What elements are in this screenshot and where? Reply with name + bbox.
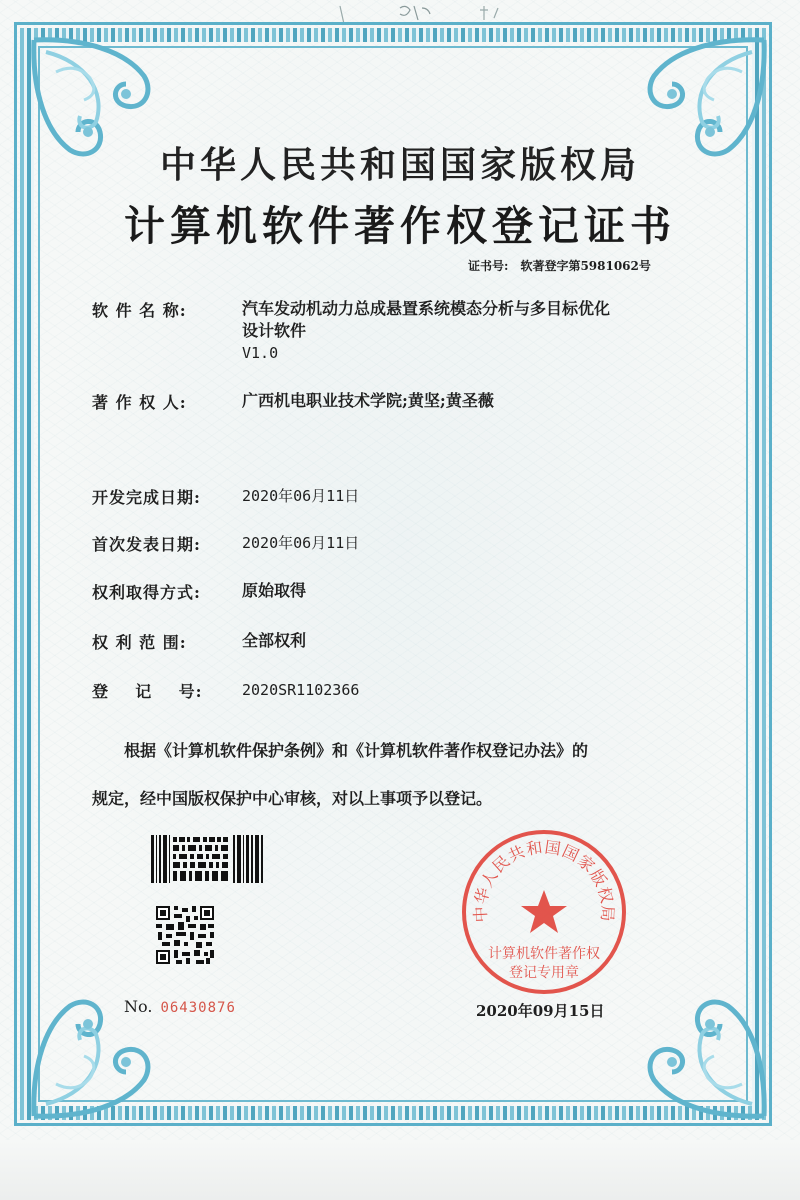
field-value: 广西机电职业技术学院;黄坚;黄圣薇	[242, 391, 494, 410]
field-value: 2020年06月11日	[242, 534, 360, 552]
serial-label: No.	[124, 997, 153, 1016]
field-label: 开发完成日期:	[92, 488, 201, 507]
scan-margin	[0, 1140, 800, 1200]
field-label: 权 利 范 围:	[92, 633, 187, 652]
svg-text:计算机软件著作权: 计算机软件著作权	[488, 946, 600, 962]
field-label: 软 件 名 称:	[92, 301, 187, 320]
corner-ornament-bottom-left	[26, 964, 186, 1124]
field-label: 权利取得方式:	[92, 583, 201, 602]
barcode	[151, 835, 263, 883]
certificate-title: 计算机软件著作权登记证书	[124, 202, 676, 250]
field-label: 首次发表日期:	[92, 535, 201, 554]
certificate-number	[468, 257, 663, 274]
field-label: 登 记 号:	[92, 682, 203, 701]
qr-code	[156, 905, 214, 965]
svg-text:中华人民共和国国家版权局: 中华人民共和国国家版权局	[470, 837, 618, 923]
field-value: 2020SR1102366	[242, 681, 360, 699]
field-label: 著 作 权 人:	[92, 393, 187, 412]
field-value: 全部权利	[242, 631, 307, 650]
corner-ornament-bottom-right	[612, 964, 772, 1124]
svg-text:登记专用章: 登记专用章	[509, 965, 579, 981]
official-seal	[458, 826, 630, 998]
certificate-number-label: 证书号:	[468, 259, 509, 273]
certificate-number-value: 软著登字第5981062号	[520, 259, 651, 273]
field-value	[242, 298, 712, 364]
field-value: 2020年06月11日	[242, 487, 360, 505]
statement-line1: 根据《计算机软件保护条例》和《计算机软件著作权登记办法》的	[124, 741, 589, 760]
serial-number	[124, 997, 236, 1016]
field-value: 原始取得	[242, 581, 307, 600]
software-name-line2: 设计软件	[242, 321, 307, 340]
software-version: V1.0	[242, 344, 279, 362]
issue-date: 2020年09月15日	[476, 1002, 605, 1020]
software-name-line1: 汽车发动机动力总成悬置系统模态分析与多目标优化	[242, 299, 611, 318]
serial-value: 06430876	[160, 1000, 236, 1016]
statement-line2: 规定，经中国版权保护中心审核，对以上事项予以登记。	[92, 789, 493, 808]
issuer-title: 中华人民共和国国家版权局	[159, 144, 640, 186]
